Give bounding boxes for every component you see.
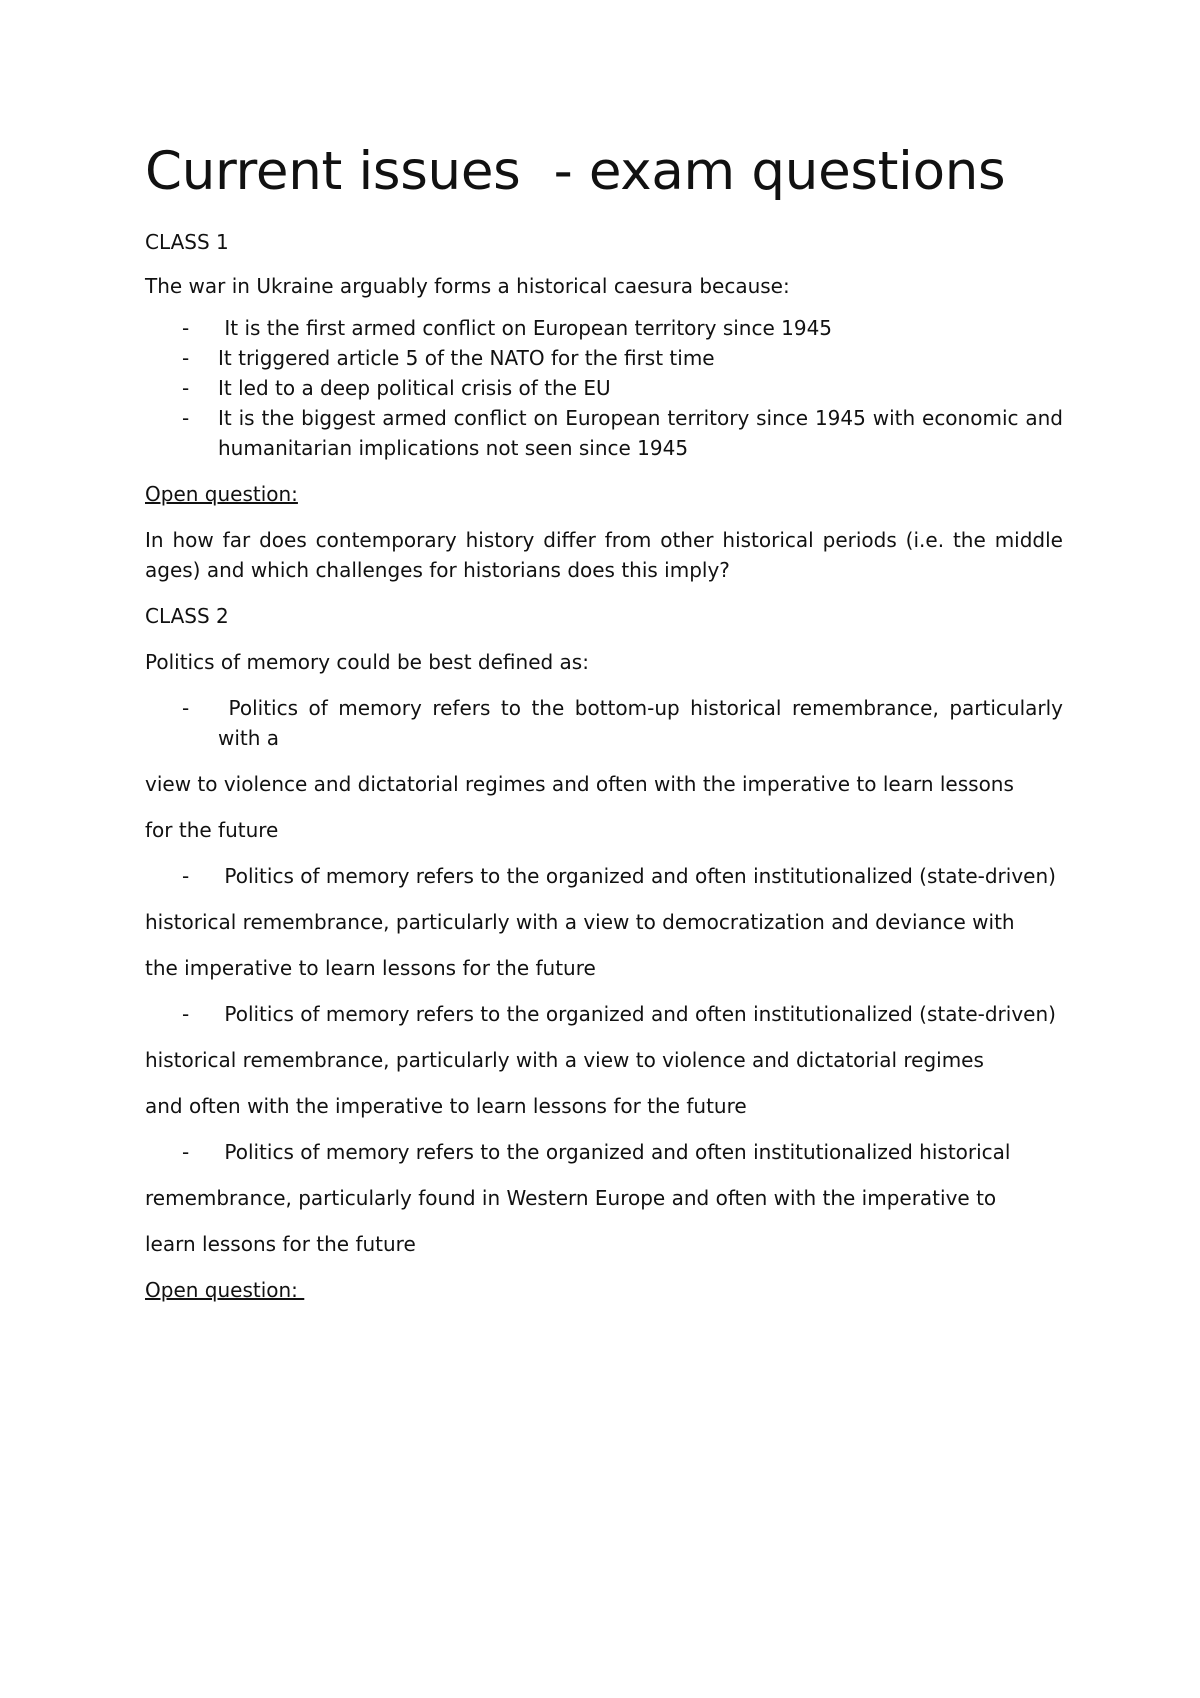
class-2-question: Politics of memory could be best defined as: bbox=[145, 650, 589, 674]
bullet-dash: - bbox=[182, 316, 190, 340]
document-title: Current issues - exam questions bbox=[145, 141, 1006, 202]
class-1-option-4: - It is the biggest armed conflict on European territory since 1945 with economic and humanitarian implications not seen since 1945 bbox=[145, 403, 1063, 463]
class-2-option-4: - Politics of memory refers to the organized and often institutionalized historical bbox=[145, 1137, 1063, 1167]
bullet-dash: - bbox=[182, 1002, 190, 1026]
class-2-option-1: - Politics of memory refers to the bottom-up historical remembrance, particularly with a bbox=[145, 693, 1063, 753]
class-2-option-1-continuation: view to violence and dictatorial regimes and often with the imperative to learn lessons bbox=[145, 772, 1014, 796]
class-1-options bbox=[145, 313, 1063, 463]
class-2-option-4-list bbox=[145, 1137, 1063, 1167]
bullet-dash: - bbox=[182, 406, 190, 430]
document-page bbox=[145, 138, 1070, 1305]
bullet-dash: - bbox=[182, 864, 190, 888]
class-2-heading: CLASS 2 bbox=[145, 604, 229, 628]
class-2-option-4-continuation-2: learn lessons for the future bbox=[145, 1232, 416, 1256]
bullet-dash: - bbox=[182, 1140, 190, 1164]
class-1-option-1: - It is the first armed conflict on European territory since 1945 bbox=[145, 313, 1063, 343]
class-1-option-2: - It triggered article 5 of the NATO for the first time bbox=[145, 343, 1063, 373]
class-2-open-question-label: Open question: bbox=[145, 1278, 305, 1302]
class-2-option-2-continuation-2: the imperative to learn lessons for the future bbox=[145, 956, 596, 980]
bullet-dash: - bbox=[182, 346, 190, 370]
class-2-option-4-continuation: remembrance, particularly found in Western Europe and often with the imperative to bbox=[145, 1186, 997, 1210]
class-2-option-1-list bbox=[145, 693, 1070, 753]
bullet-dash: - bbox=[182, 696, 190, 720]
class-1-open-question-label: Open question: bbox=[145, 482, 298, 506]
class-2-option-2-continuation: historical remembrance, particularly with a view to democratization and deviance with bbox=[145, 910, 1015, 934]
class-2-option-1-continuation-2: for the future bbox=[145, 818, 279, 842]
class-2-option-2-list bbox=[145, 861, 1063, 891]
class-1-option-3: - It led to a deep political crisis of the EU bbox=[145, 373, 1063, 403]
class-1-open-question-text: In how far does contemporary history differ from other historical periods (i.e. the middle ages) and which challenges for historians does this imply? bbox=[145, 528, 1063, 582]
bullet-dash: - bbox=[182, 376, 190, 400]
class-1-heading: CLASS 1 bbox=[145, 230, 229, 254]
class-2-option-2: - Politics of memory refers to the organized and often institutionalized (state-driven) bbox=[145, 861, 1063, 891]
class-2-option-3: - Politics of memory refers to the organized and often institutionalized (state-driven) bbox=[145, 999, 1063, 1029]
class-2-option-3-continuation-2: and often with the imperative to learn lessons for the future bbox=[145, 1094, 747, 1118]
class-2-option-3-list bbox=[145, 999, 1063, 1029]
class-1-question: The war in Ukraine arguably forms a historical caesura because: bbox=[145, 274, 790, 298]
class-2-option-3-continuation: historical remembrance, particularly with a view to violence and dictatorial regimes bbox=[145, 1048, 984, 1072]
